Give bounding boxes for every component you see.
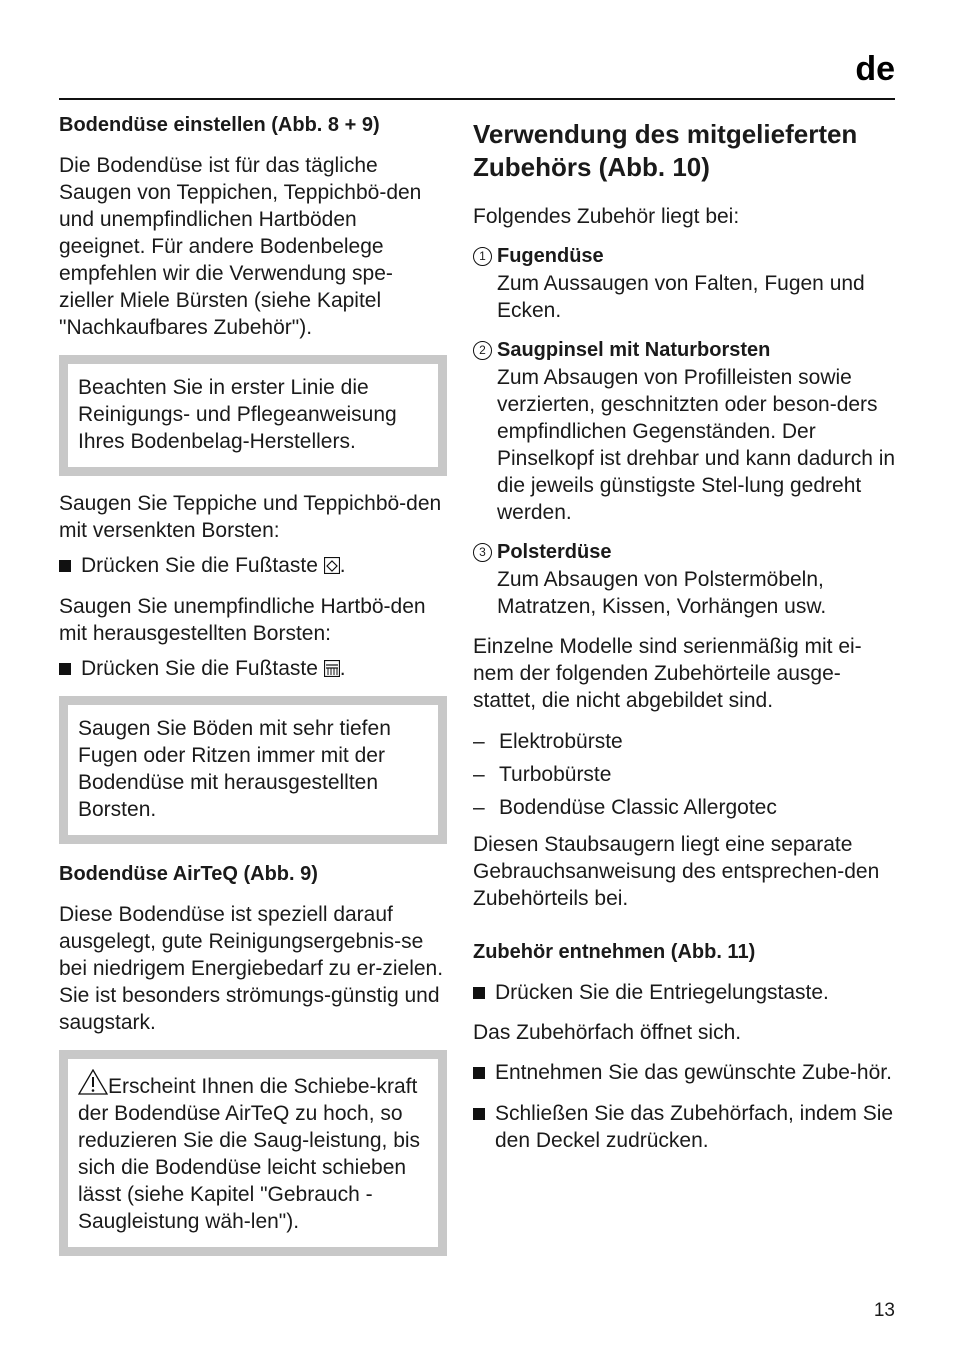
item-text: Zum Aussaugen von Falten, Fugen und Ecken. bbox=[497, 272, 865, 322]
list-item bbox=[473, 1100, 897, 1154]
warning-text-wrap bbox=[78, 1069, 428, 1235]
list-item-text: Entnehmen Sie das gewünschte Zube-hör. bbox=[495, 1061, 892, 1084]
note-box bbox=[59, 355, 447, 476]
list-item bbox=[59, 655, 447, 682]
item-text: Zum Absaugen von Profilleisten sowie verzierten, geschnitzten oder beson-ders empfindlichen Gegenständen. Der Pinselkopf ist drehbar und kann dadurch in die jeweils günstigste Stel-lung gedreht werden. bbox=[497, 366, 896, 524]
note-text: Beachten Sie in erster Linie die Reinigungs- und Pflegeanweisung Ihres Bodenbelag-Herstellers. bbox=[78, 376, 397, 453]
list-item-text: Drücken Sie die Fußtaste bbox=[81, 657, 318, 680]
dash-marker: – bbox=[473, 763, 485, 786]
dash-marker: – bbox=[473, 730, 485, 753]
bullet-icon bbox=[473, 1067, 485, 1079]
note-text: Saugen Sie Böden mit sehr tiefen Fugen oder Ritzen immer mit der Bodendüse mit herausgestellten Borsten. bbox=[78, 717, 391, 821]
section-heading-accessories: Verwendung des mitgelieferten Zubehörs (Abb. 10) bbox=[473, 119, 858, 182]
language-tag: de bbox=[855, 50, 895, 88]
paragraph: Das Zubehörfach öffnet sich. bbox=[473, 1021, 742, 1044]
paragraph: Saugen Sie Teppiche und Teppichbö-den mit versenkten Borsten: bbox=[59, 492, 442, 542]
punctuation: . bbox=[339, 657, 346, 680]
item-title: Polsterdüse bbox=[497, 541, 612, 563]
list-item-text: Turbobürste bbox=[499, 763, 612, 786]
section-heading-remove-accessory: Zubehör entnehmen (Abb. 11) bbox=[473, 941, 756, 963]
page-number: 13 bbox=[873, 1300, 895, 1321]
punctuation: . bbox=[339, 554, 346, 577]
dash-marker: – bbox=[473, 796, 485, 819]
warning-text: Erscheint Ihnen die Schiebe-kraft der Bodendüse AirTeQ zu hoch, so reduzieren Sie die Saug-leistung, bis sich die Bodendüse leicht schieben lässt (siehe Kapitel "Gebrauch - Saugleistung wäh-len"). bbox=[78, 1075, 421, 1233]
list-item-text: Schließen Sie das Zubehörfach, indem Sie den Deckel zudrücken. bbox=[495, 1102, 894, 1152]
list-item bbox=[473, 1059, 897, 1086]
note-box bbox=[59, 696, 447, 844]
list-item bbox=[59, 552, 447, 579]
list-item-text: Drücken Sie die Entriegelungstaste. bbox=[495, 981, 829, 1004]
bullet-icon bbox=[59, 663, 71, 675]
list-item bbox=[473, 794, 897, 821]
list-item bbox=[473, 728, 897, 755]
section-heading-airteq: Bodendüse AirTeQ (Abb. 9) bbox=[59, 863, 318, 885]
pedal-retracted-bristles-icon bbox=[324, 557, 340, 574]
bullet-icon bbox=[473, 987, 485, 999]
list-item bbox=[473, 243, 897, 324]
list-item-text: Bodendüse Classic Allergotec bbox=[499, 796, 777, 819]
paragraph: Einzelne Modelle sind serienmäßig mit ei-nem der folgenden Zubehörteile ausge-stattet, die nicht abgebildet sind. bbox=[473, 635, 862, 712]
warning-box bbox=[59, 1050, 447, 1256]
list-item bbox=[473, 539, 897, 620]
item-text: Zum Absaugen von Polstermöbeln, Matratzen, Kissen, Vorhängen usw. bbox=[497, 568, 827, 618]
paragraph: Saugen Sie unempfindliche Hartbö-den mit herausgestellten Borsten: bbox=[59, 595, 426, 645]
section-heading-floor-nozzle: Bodendüse einstellen (Abb. 8 + 9) bbox=[59, 114, 380, 136]
bullet-icon bbox=[59, 560, 71, 572]
item-number: 3 bbox=[473, 543, 492, 562]
list-item-text: Elektrobürste bbox=[499, 730, 623, 753]
paragraph: Die Bodendüse ist für das tägliche Saugen von Teppichen, Teppichbö-den und unempfindlichen Hartböden geeignet. Für andere Bodenbelege empfehlen wir die Verwendung spe-zieller Miele Bürsten (siehe Kapitel "Nachkaufbares Zubehör"). bbox=[59, 154, 422, 339]
list-item bbox=[473, 337, 897, 526]
left-column bbox=[59, 112, 447, 1256]
warning-triangle-icon bbox=[78, 1069, 108, 1095]
right-column bbox=[473, 112, 897, 1154]
item-number: 2 bbox=[473, 341, 492, 360]
paragraph: Folgendes Zubehör liegt bei: bbox=[473, 205, 740, 228]
header-rule bbox=[59, 98, 895, 100]
item-title: Saugpinsel mit Naturborsten bbox=[497, 339, 771, 361]
paragraph: Diesen Staubsaugern liegt eine separate Gebrauchsanweisung des entsprechen-den Zubehörteils bei. bbox=[473, 833, 880, 910]
list-item bbox=[473, 761, 897, 788]
list-item bbox=[473, 979, 897, 1006]
item-title: Fugendüse bbox=[497, 245, 604, 267]
list-item-text: Drücken Sie die Fußtaste bbox=[81, 554, 318, 577]
pedal-extended-bristles-icon bbox=[324, 660, 340, 677]
item-number: 1 bbox=[473, 247, 492, 266]
paragraph: Diese Bodendüse ist speziell darauf ausgelegt, gute Reinigungsergebnis-se bei niedrigem Energiebedarf zu er-zielen. Sie ist besonders strömungs-günstig und saugstark. bbox=[59, 903, 444, 1034]
bullet-icon bbox=[473, 1108, 485, 1120]
